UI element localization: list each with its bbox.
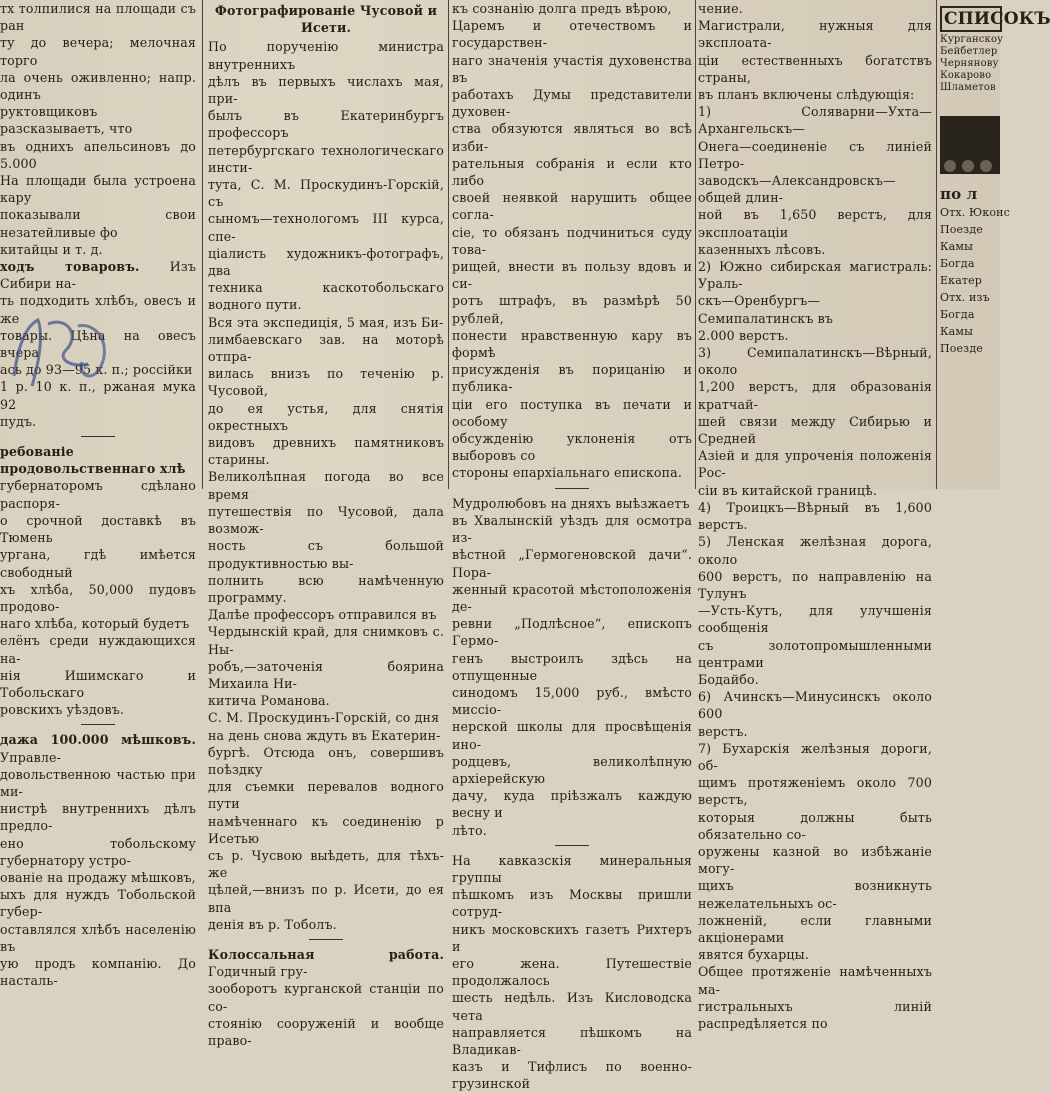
col1-line: Управле-: [0, 749, 62, 765]
text-line: ровскихъ уѣздовъ.: [0, 702, 125, 718]
text-line: 600 верстъ, по направленію на Тулунъ: [698, 568, 932, 601]
text-line: товары. Цѣна на овесъ вчера: [0, 327, 196, 361]
text-line: 1,200 верстъ, для образованія кратчай-: [698, 379, 932, 412]
text-line: шей связи между Сибирью и Средней: [698, 413, 932, 447]
text-line: щимъ протяженіемъ около 700 верстъ,: [698, 775, 932, 808]
text-line: чение.: [698, 1, 743, 16]
text-line: ованіе на продажу мѣшковъ,: [0, 869, 196, 885]
text-line: 5) Ленская желѣзная дорога, около: [698, 534, 932, 567]
text-line: ую продъ компанію. До насталь-: [0, 955, 196, 989]
column-rule: [695, 0, 696, 489]
text-line: китича Романова.: [208, 693, 330, 709]
text-line: намѣченнаго къ соединенію р Исетью: [208, 813, 444, 846]
small: Екатер: [940, 274, 982, 287]
text-line: 2.000 верстъ.: [698, 327, 789, 343]
text-line: которыя должны быть обязательно со-: [698, 809, 932, 842]
locomotive-icon: [940, 116, 1000, 174]
col1-block-d: [0, 766, 196, 990]
text-line: былъ въ Екатеринбургъ профессоръ: [208, 108, 444, 141]
text-line: работахъ Думы представители духовен-: [452, 87, 692, 120]
text-line: наго хлѣба, который будетъ: [0, 616, 190, 632]
text-line: На площади была устроена кару: [0, 173, 196, 206]
text-line: нерской школы для просвѣщенія ино-: [452, 719, 692, 752]
small: Отх. Юконс: [940, 206, 1010, 219]
col3-block-b: [452, 495, 692, 839]
text-line: понести нравственную кару въ формѣ: [452, 327, 692, 361]
text-line: рищей, внести въ пользу вдовъ и си-: [452, 259, 692, 292]
text-line: стоянію сооруженій и вообще право-: [208, 1015, 444, 1048]
text-line: дѣлъ въ первыхъ числахъ мая, при-: [208, 73, 444, 107]
text-line: видовъ древнихъ памятниковъ старины.: [208, 435, 444, 468]
text-line: 1) Соляварни—Ухта—Архангельскъ—: [698, 104, 932, 137]
text-line: родцевъ, великолѣпную архіерейскую: [452, 753, 692, 786]
ad-line: Курганскоу: [940, 34, 1004, 45]
text-line: По порученію министра внутреннихъ: [208, 39, 444, 72]
text-line: къ сознанію долга предъ вѣрою,: [452, 1, 672, 16]
text-line: довольственною частью при ми-: [0, 766, 196, 799]
text-line: вилась внизъ по теченію р. Чусовой,: [208, 366, 444, 399]
ad-title: СПИСОКЪ: [940, 6, 1002, 32]
text-line: съ золотопромышленными центрами: [698, 637, 932, 670]
column-rule: [936, 0, 937, 489]
col1-heading-d: дажа 100.000 мѣшковъ.: [0, 732, 196, 748]
text-line: ено тобольскому губернатору устро-: [0, 835, 196, 868]
text-line: Азіей и для упроченія положенія Рос-: [698, 448, 932, 481]
text-line: явятся бухарцы.: [698, 947, 809, 963]
text-line: присужденія въ порицанію и публика-: [452, 362, 692, 395]
small: Поезде: [940, 223, 983, 236]
column-rule: [448, 0, 449, 489]
text-line: генъ выстроилъ здѣсь на отпущенные: [452, 650, 692, 683]
text-line: никъ московскихъ газетъ Рихтеръ и: [452, 921, 692, 954]
column-3: [452, 0, 692, 1092]
col4-block-a: [698, 0, 932, 17]
text-line: 7) Бухарскія желѣзныя дороги, об-: [698, 740, 932, 773]
text-line: пудъ.: [0, 413, 37, 429]
text-line: рательныя собранія и если кто либо: [452, 155, 692, 189]
text-line: тх толпилися на площади съ ран: [0, 1, 196, 34]
col2-block-a: [208, 38, 444, 933]
text-line: вѣстной „Гермогеновской дачи“. Пора-: [452, 547, 692, 580]
text-line: Вся эта экспедиція, 5 мая, изъ Би-: [208, 314, 444, 330]
text-line: Царемъ и отечествомъ и государствен-: [452, 18, 692, 51]
text-line: хъ хлѣба, 50,000 пудовъ продово-: [0, 581, 196, 614]
text-line: обсужденію уклоненія отъ выборовъ со: [452, 431, 692, 464]
text-line: о срочной доставкѣ въ Тюмень: [0, 512, 196, 546]
text-line: съ р. Чусвою выѣдеть, для тѣхъ-же: [208, 847, 444, 881]
text-line: робъ,—заточенія боярина Михаила Ни-: [208, 658, 444, 691]
col1-block-c: [0, 477, 196, 718]
small: Богда: [940, 308, 975, 321]
column-5: [940, 0, 1051, 489]
timetable-heading: по л: [940, 185, 978, 203]
ink-scribble-mark: [8, 306, 118, 396]
text-line: синодомъ 15,000 руб., вмѣсто миссіо-: [452, 684, 692, 718]
text-line: въ Хвалынскій уѣздъ для осмотра из-: [452, 512, 692, 546]
text-line: нистрѣ внутреннихъ дѣлъ предло-: [0, 801, 196, 834]
col3-block-a: [452, 0, 692, 482]
text-line: нія Ишимскаго и Тобольскаго: [0, 667, 196, 700]
text-line: 1 р. 10 к. п., ржаная мука 92: [0, 379, 196, 412]
col2-block-b: [208, 980, 444, 1049]
text-line: щихъ возникнуть нежелательныхъ ос-: [698, 878, 932, 911]
text-line: С. М. Проскудинъ-Горскій, со дня: [208, 710, 440, 726]
text-line: ревни „Подлѣсное“, епископъ Гермо-: [452, 616, 692, 649]
text-line: наго значенія участія духовенства въ: [452, 52, 692, 85]
text-line: дачу, куда пріѣзжалъ каждую весну и: [452, 788, 692, 821]
text-line: техника каскотобольскаго водного пути.: [208, 280, 444, 313]
small: Богда: [940, 257, 975, 270]
text-line: женный красотой мѣстоположенія де-: [452, 581, 692, 614]
text-line: Чердынскій край, для снимковъ с. Ны-: [208, 624, 444, 657]
text-line: Далѣе профессоръ отправился въ: [208, 607, 437, 623]
text-line: показывали свои незатейливые фо: [0, 207, 196, 240]
text-line: ства обязуются являться во всѣ изби-: [452, 121, 692, 154]
small: Камы: [940, 325, 973, 338]
text-line: своей неявкой нарушить общее согла-: [452, 190, 692, 223]
text-line: ыхъ для нуждъ Тобольской губер-: [0, 887, 196, 920]
column-1: [0, 0, 197, 989]
text-line: заводскъ—Александровскъ—общей длин-: [698, 173, 896, 206]
text-line: его жена. Путешествіе продолжалось: [452, 955, 692, 989]
text-line: Великолѣпная погода во все время: [208, 469, 444, 502]
text-line: губернаторомъ сдѣлано распоря-: [0, 478, 196, 511]
text-line: петербургскаго технологическаго инсти-: [208, 142, 444, 175]
text-line: ла очень оживленно; напр. одинъ: [0, 69, 196, 103]
text-line: стороны епархіальнаго епископа.: [452, 465, 682, 481]
text-line: тута, С. М. Проскудинъ-Горскій, съ: [208, 177, 444, 210]
text-line: ціалисть художникъ-фотографъ, два: [208, 245, 444, 279]
text-line: китайцы и т. д.: [0, 241, 103, 257]
timetable-lines: [940, 204, 1010, 357]
text-line: ть подходить хлѣбъ, овесъ и же: [0, 293, 196, 326]
text-line: ціи естественныхъ богатствъ страны,: [698, 52, 932, 85]
text-line: ной въ 1,650 верстъ, для эксплоатаціи: [698, 207, 932, 240]
divider: [555, 845, 589, 846]
text-line: лѣто.: [452, 822, 487, 838]
text-line: казенныхъ лѣсовъ.: [698, 241, 826, 257]
ad-line: Бейбетлер: [940, 46, 998, 57]
text-line: верстъ.: [698, 723, 748, 739]
text-line: Мудролюбовъ на дняхъ выѣзжаетъ: [452, 495, 690, 511]
text-line: до ея устья, для снятія окрестныхъ: [208, 400, 444, 433]
text-line: пѣшкомъ изъ Москвы пришли сотруд-: [452, 887, 692, 920]
ad-line: Кокарово: [940, 70, 992, 81]
text-line: скъ—Оренбургъ—Семипалатинскъ въ: [698, 293, 834, 326]
divider: [81, 436, 115, 437]
small: Отх. изъ: [940, 291, 990, 304]
text-line: казъ и Тифлисъ по военно-грузинской: [452, 1059, 692, 1092]
text-line: ціи его поступка въ печати и особому: [452, 396, 692, 429]
text-line: На кавказскія минеральныя группы: [452, 852, 692, 885]
text-line: бургѣ. Отсюда онъ, совершивъ поѣздку: [208, 744, 444, 777]
ad-line: Чернянову: [940, 58, 999, 69]
text-line: Магистрали, нужныя для эксплоата-: [698, 18, 932, 51]
text-line: на день снова ждуть въ Екатерин-: [208, 727, 441, 743]
col1-heading-b: ходъ товаровъ.: [0, 259, 140, 275]
text-line: въ планъ включены слѣдующія:: [698, 87, 915, 103]
text-line: 6) Ачинскъ—Минусинскъ около 600: [698, 689, 932, 722]
small: Поезде: [940, 342, 983, 355]
ad-line: Шламетов: [940, 82, 996, 93]
col1-line: Изъ Сибири на-: [0, 259, 197, 292]
col2-title-a: Фотографированіе Чусовой и Исети.: [214, 3, 438, 36]
divider: [309, 939, 343, 940]
text-line: шесть недѣль. Изъ Кисловодска чета: [452, 990, 692, 1023]
text-line: оставлялся хлѣбъ населенію въ: [0, 921, 196, 954]
text-line: 2) Южно сибирская магистраль: Ураль-: [698, 259, 932, 292]
text-line: для съемки перевалов водного пути: [208, 779, 444, 812]
text-line: ась до 93—95 к. п.; россійки: [0, 362, 193, 378]
text-line: цѣлей,—внизъ по р. Исети, до ея впа: [208, 882, 444, 915]
text-line: полнить всю намѣченную программу.: [208, 572, 444, 605]
col1-block-a: [0, 0, 196, 258]
text-line: оружены казной во избѣжаніе могу-: [698, 843, 932, 877]
text-line: сіи въ китайской границѣ.: [698, 482, 878, 498]
text-line: руктовщиковъ разсказываетъ, что: [0, 104, 133, 137]
text-line: сыномъ—технологомъ III курса, спе-: [208, 211, 444, 244]
small: Камы: [940, 240, 973, 253]
divider: [81, 724, 115, 725]
text-line: ротъ штрафъ, въ размѣрѣ 50 рублей,: [452, 293, 692, 326]
text-line: сіе, то обязанъ подчиниться суду това-: [452, 224, 692, 257]
text-line: путешествія по Чусовой, дала возмож-: [208, 503, 444, 537]
ad-lines: [940, 34, 1004, 94]
column-4: [698, 0, 932, 1031]
col3-block-c: [452, 852, 692, 1093]
text-line: ту до вечера; мелочная торго: [0, 35, 196, 68]
col2-title-b: Колоссальная работа.: [208, 946, 444, 962]
text-line: денія въ р. Тоболъ.: [208, 916, 337, 932]
text-line: елёнъ среди нуждающихся на-: [0, 633, 196, 666]
col4-block-b: [698, 17, 932, 1032]
text-line: зооборотъ курганской станціи по со-: [208, 981, 444, 1014]
text-line: гистральныхъ линій распредѣляется по: [698, 998, 932, 1031]
col1-heading-c: ребованіе продовольственнаго хлѣ: [0, 444, 186, 477]
column-2: [208, 0, 444, 1048]
text-line: направляется пѣшкомъ на Владикав-: [452, 1024, 692, 1057]
text-line: —Усть-Кутъ, для улучшенія сообщенія: [698, 603, 932, 636]
text-line: Общее протяженіе намѣченныхъ ма-: [698, 964, 932, 997]
divider: [555, 488, 589, 489]
text-line: ургана, гдѣ имѣется свободный: [0, 547, 196, 580]
col2-line: Годичный гру-: [208, 964, 308, 980]
text-line: Бодайбо.: [698, 671, 759, 687]
text-line: въ однихъ апельсиновъ до 5.000: [0, 138, 196, 171]
text-line: Онега—соединеніе съ линіей Петро-: [698, 138, 932, 171]
text-line: лимбаевскаго зав. на моторѣ отпра-: [208, 331, 444, 365]
text-line: ложненій, если главными акціонерами: [698, 912, 932, 945]
column-rule: [202, 0, 203, 489]
text-line: ность съ большой продуктивностью вы-: [208, 538, 444, 571]
text-line: 3) Семипалатинскъ—Вѣрный, около: [698, 345, 932, 378]
text-line: 4) Троицкъ—Вѣрный въ 1,600 верстъ.: [698, 499, 932, 533]
